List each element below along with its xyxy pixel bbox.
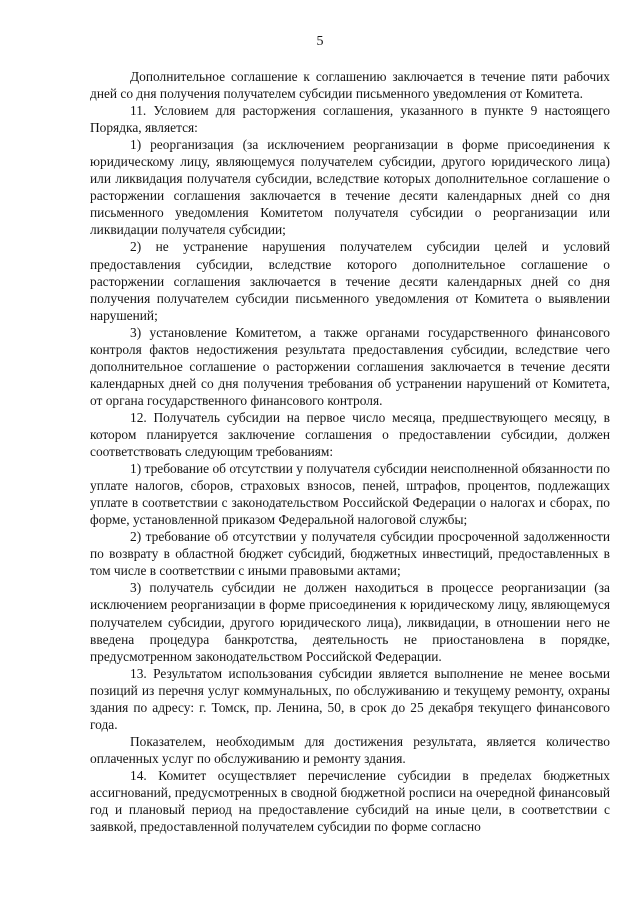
paragraph-clause-11: 11. Условием для расторжения соглашения, указанного в пункте 9 настоящего Порядка, является: (90, 103, 610, 136)
document-body (90, 68, 610, 835)
paragraph-clause-11-item-3: 3) установление Комитетом, а также органами государственного финансового контроля фактов недостижения результата предоставления субсидии, вследствие чего дополнительное соглашение о расторжении соглашения заключается в течение десяти календарных дней со дня получения требования об устранении нарушений от Комитета, от органа государственного финансового контроля. (90, 324, 610, 408)
paragraph-supplementary-agreement: Дополнительное соглашение к соглашению заключается в течение пяти рабочих дней со дня получения получателем субсидии письменного уведомления от Комитета. (90, 69, 610, 102)
paragraph-clause-12-item-3: 3) получатель субсидии не должен находиться в процессе реорганизации (за исключением реорганизации в форме присоединения к юридическому лицу, являющемуся получателем субсидии, другого юридического лица), ликвидации, в отношении него не введена процедура банкротства, деятельность не приостановлена в порядке, предусмотренном законодательством Российской Федерации. (90, 580, 610, 664)
paragraph-clause-12: 12. Получатель субсидии на первое число месяца, предшествующего месяцу, в котором планируется заключение соглашения о предоставлении субсидии, должен соответствовать следующим требованиям: (90, 409, 610, 460)
paragraph-clause-14: 14. Комитет осуществляет перечисление субсидии в пределах бюджетных ассигнований, предусмотренных в сводной бюджетной росписи на очередной финансовый год и плановый период на предоставление субсидий на иные цели, в соответствии с заявкой, предоставленной получателем субсидии по форме согласно (90, 767, 610, 835)
paragraph-indicator: Показателем, необходимым для достижения результата, является количество оплаченных услуг по обслуживанию и ремонту здания. (90, 733, 610, 766)
paragraph-clause-12-item-2: 2) требование об отсутствии у получателя субсидии просроченной задолженности по возврату в областной бюджет субсидий, бюджетных инвестиций, предоставленных в том числе в соответствии с иными правовыми актами; (90, 529, 610, 579)
paragraph-clause-13: 13. Результатом использования субсидии является выполнение не менее восьми позиций из перечня услуг коммунальных, по обслуживанию и текущему ремонту, охраны здания по адресу: г. Томск, пр. Ленина, 50, в срок до 25 декабря текущего финансового года. (90, 665, 610, 732)
page-number: 5 (316, 34, 324, 49)
paragraph-clause-11-item-2: 2) не устранение нарушения получателем субсидии целей и условий предоставления субсидии, вследствие которого дополнительное соглашение о расторжении соглашения заключается в течение десяти календарных дней со дня получения получателем субсидии письменного уведомления от Комитета о выявлении нарушений; (90, 239, 610, 323)
paragraph-clause-11-item-1: 1) реорганизация (за исключением реорганизации в форме присоединения к юридическому лицу, являющемуся получателем субсидии, другого юридического лица) или ликвидация получателя субсидии, вследствие которых дополнительное соглашение о расторжении соглашения заключается в течение десяти календарных дней со дня письменного уведомления Комитетом получателя субсидии о реорганизации или ликвидации получателя субсидии; (90, 137, 610, 238)
paragraph-clause-12-item-1: 1) требование об отсутствии у получателя субсидии неисполненной обязанности по уплате налогов, сборов, страховых взносов, пеней, штрафов, процентов, подлежащих уплате в соответствии с законодательством Российской Федерации о налогах и сборах, по форме, установленной приказом Федеральной налоговой службы; (90, 461, 610, 528)
